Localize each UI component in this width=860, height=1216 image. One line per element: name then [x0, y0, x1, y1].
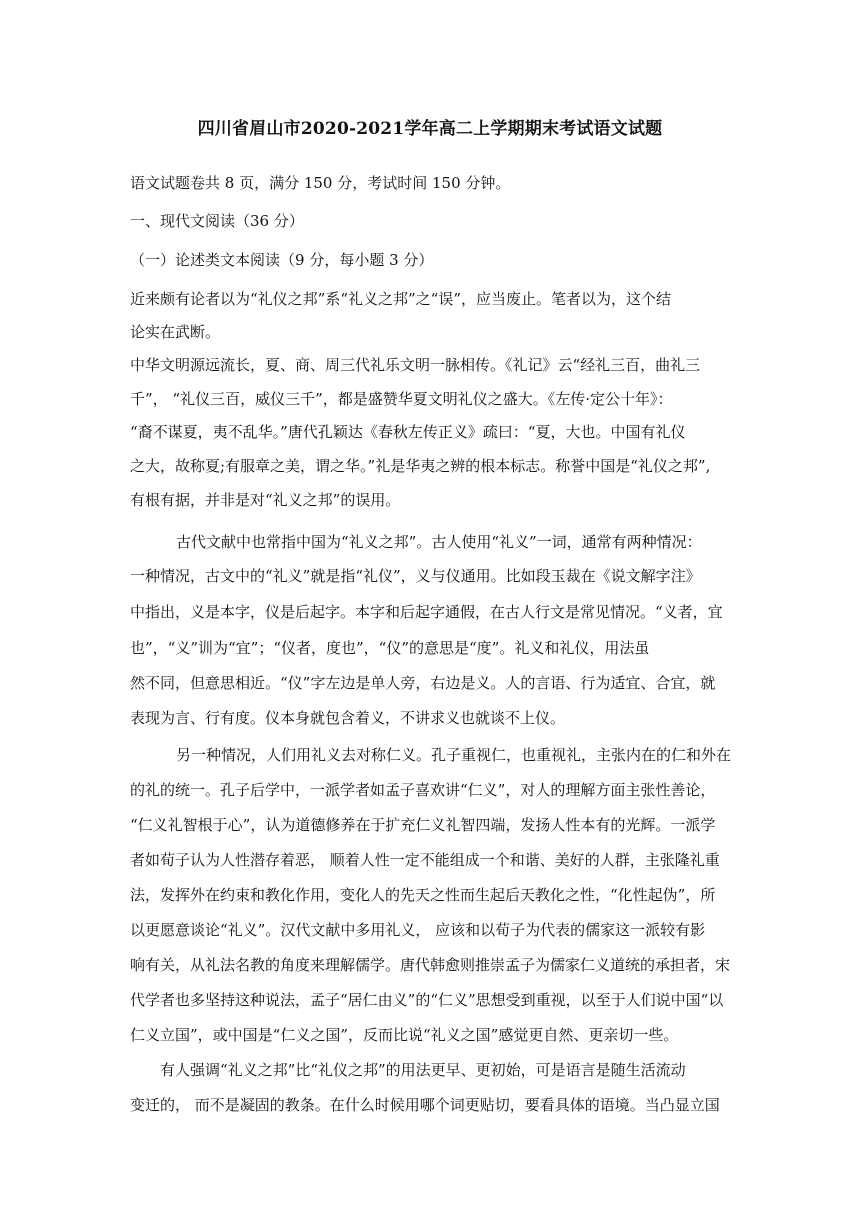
text-line: 中指出，义是本字，仪是后起字。本字和后起字通假，在古人行文是常见情况。“义者，宜 — [130, 603, 723, 621]
text-line: 也”，“义”训为“宜”；“仪者，度也”，“仪”的意思是“度”。礼义和礼仪，用法虽 — [130, 639, 650, 657]
text-line: “仁义礼智根于心”，认为道德修养在于扩充仁义礼智四端，发扬人性本有的光辉。一派学 — [130, 816, 716, 834]
text-line: 古代文献中也常指中国为“礼义之邦”。古人使用“礼义”一词，通常有两种情况： — [176, 533, 702, 551]
text-line: 响有关，从礼法名教的角度来理解儒学。唐代韩愈则推崇孟子为儒家仁义道统的承担者，宋 — [130, 956, 731, 974]
text-line: 仁义立国”，或中国是“仁义之国”，反而比说“礼义之国”感觉更自然、更亲切一些。 — [130, 1026, 679, 1044]
text-line: 有根有据，并非是对“礼义之邦”的误用。 — [130, 491, 401, 509]
text-line: 千”， “礼仪三百，威仪三千”，都是盛赞华夏文明礼仪之盛大。《左传·定公十年》： — [130, 390, 673, 408]
text-line: 以更愿意谈论“礼义”。汉代文献中多用礼义， 应该和以荀子为代表的儒家这一派较有影 — [130, 921, 706, 939]
text-line: 一种情况，古文中的“礼义”就是指“礼仪”，义与仪通用。比如段玉裁在《说文解字注》 — [130, 567, 701, 585]
text-line: 论实在武断。 — [130, 323, 221, 341]
intro-text: 语文试题卷共 8 页，满分 150 分，考试时间 150 分钟。 — [130, 174, 511, 192]
text-line: 有人强调“礼义之邦”比“礼仪之邦”的用法更早、更初始，可是语言是随生活流动 — [160, 1061, 686, 1079]
subsection-heading: （一）论述类文本阅读（9 分，每小题 3 分） — [130, 251, 434, 269]
section-heading: 一、现代文阅读（36 分） — [130, 212, 304, 230]
text-line: 之大，故称夏;有服章之美，谓之华。”礼是华夷之辨的根本标志。称誉中国是“礼仪之邦”, — [130, 457, 711, 475]
text-line: “裔不谋夏，夷不乱华。”唐代孔颖达《春秋左传正义》疏曰：“夏，大也。中国有礼仪 — [130, 423, 686, 441]
text-line: 近来颇有论者以为“礼仪之邦”系“礼义之邦”之“误”，应当废止。笔者以为，这个结 — [130, 290, 672, 308]
text-line: 者如荀子认为人性潜存着恶， 顺着人性一定不能组成一个和谐、美好的人群，主张隆礼重 — [130, 851, 720, 869]
text-line: 中华文明源远流长，夏、商、周三代礼乐文明一脉相传。《礼记》云“经礼三百，曲礼三 — [130, 356, 701, 374]
text-line: 代学者也多坚持这种说法，孟子“居仁由义”的“仁义”思想受到重视，以至于人们说中国“以 — [130, 991, 724, 1009]
text-line: 变迁的， 而不是凝固的教条。在什么时候用哪个词更贴切，要看具体的语境。当凸显立国 — [130, 1096, 720, 1114]
text-line: 表现为言、行有度。仪本身就包含着义，不讲求义也就谈不上仪。 — [130, 709, 566, 727]
text-line: 的礼的统一。孔子后学中，一派学者如孟子喜欢讲“仁义”，对人的理解方面主张性善论， — [130, 781, 716, 799]
page-title: 四川省眉山市2020-2021学年高二上学期期末考试语文试题 — [197, 119, 663, 139]
text-line: 然不同，但意思相近。“仪”字左边是单人旁，右边是义。人的言语、行为适宜、合宜，就 — [130, 674, 716, 692]
text-line: 法，发挥外在约束和教化作用，变化人的先天之性而生起后天教化之性，“化性起伪”，所 — [130, 886, 716, 904]
text-line: 另一种情况，人们用礼义去对称仁义。孔子重视仁，也重视礼，主张内在的仁和外在 — [176, 746, 732, 764]
